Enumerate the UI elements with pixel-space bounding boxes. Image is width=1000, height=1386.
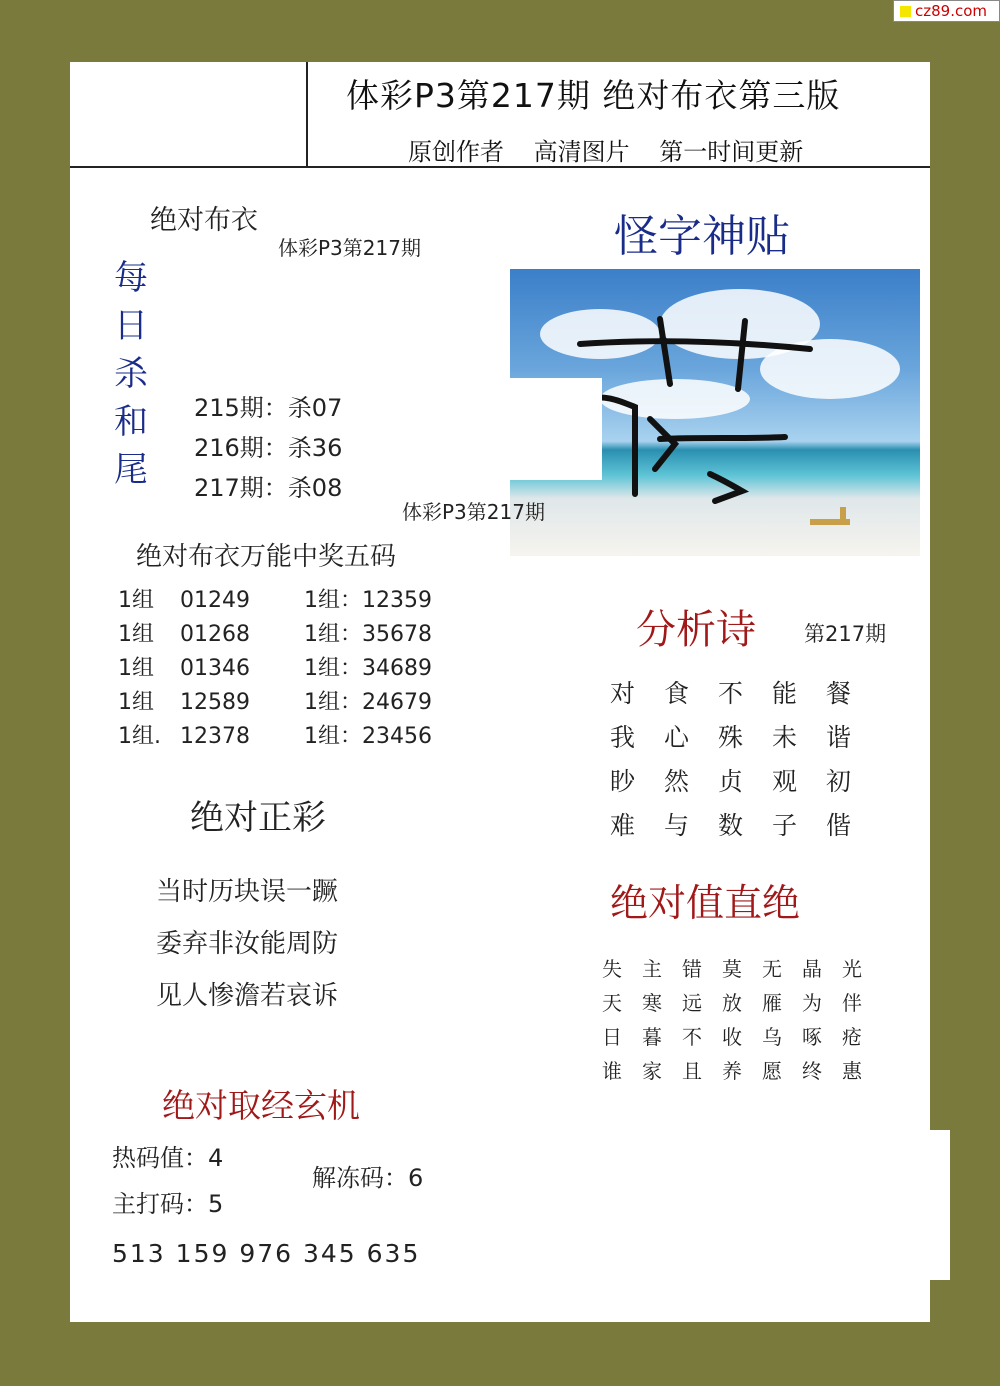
section-title-budyi: 绝对布衣: [150, 205, 258, 236]
grid-char: 乌: [762, 1024, 782, 1049]
badge-square-icon: [900, 6, 911, 17]
poem-line: 当时历块误一蹶: [156, 877, 339, 907]
hot-code: 热码值：4: [112, 1144, 224, 1172]
kill-item: 217期：杀08: [194, 474, 343, 502]
group-label: 1组.: [118, 724, 161, 749]
poem-char: 殊: [718, 723, 744, 752]
table-row: [118, 720, 432, 754]
group-label: 1组: [118, 656, 154, 681]
table-row: [610, 802, 880, 846]
grid-char: 失: [602, 956, 622, 981]
photo-caption: 体彩P3第217期: [402, 500, 545, 524]
group-code-b: 1组：24679: [304, 690, 432, 715]
section-title-xuanji: 绝对取经玄机: [162, 1086, 360, 1125]
riddle-title: 怪字神贴: [614, 211, 790, 262]
table-row: [602, 950, 882, 984]
group-code: 01268: [180, 622, 250, 647]
grid-char: 光: [842, 956, 862, 981]
main-code: 主打码：5: [112, 1190, 224, 1218]
grid-char: 谁: [602, 1058, 622, 1083]
kill-item: 216期：杀36: [194, 434, 343, 462]
section-title-five-codes: 绝对布衣万能中奖五码: [136, 542, 397, 572]
table-row: [610, 758, 880, 802]
poem-char: 能: [772, 679, 798, 708]
page-subtitle: [408, 132, 825, 167]
poem-title: 分析诗: [636, 607, 756, 653]
group-code: 01346: [180, 656, 250, 681]
poem-line: 委弃非汝能周防: [156, 929, 339, 959]
analysis-poem-grid: [610, 670, 880, 846]
grid-char: 收: [722, 1024, 742, 1049]
poem-char: 初: [826, 767, 852, 796]
grid-char: 远: [682, 990, 702, 1015]
poem-char: 数: [718, 811, 744, 840]
photo-mask: [510, 378, 602, 480]
kill-item: 215期：杀07: [194, 394, 343, 422]
header-divider-vertical: [306, 62, 308, 168]
table-row: [602, 1052, 882, 1086]
table-row: [602, 984, 882, 1018]
five-code-table: [118, 584, 432, 754]
group-code-b: 1组：35678: [304, 622, 432, 647]
grid-char: 且: [682, 1058, 702, 1083]
section-subtitle-issue: 体彩P3第217期: [278, 236, 421, 260]
table-row: [118, 686, 432, 720]
group-label: 1组: [118, 690, 154, 715]
grid-char: 无: [762, 956, 782, 981]
poem-char: 未: [772, 723, 798, 752]
table-row: [610, 714, 880, 758]
site-badge[interactable]: [893, 0, 1000, 22]
group-label: 1组: [118, 622, 154, 647]
grid-char: 雁: [762, 990, 782, 1015]
poem-char: 偕: [826, 811, 852, 840]
section-title-zhijue: 绝对值直绝: [610, 881, 801, 925]
poem-char: 与: [664, 811, 690, 840]
grid-char: 惠: [842, 1058, 862, 1083]
grid-char: 莫: [722, 956, 742, 981]
group-code-b: 1组：12359: [304, 588, 432, 613]
grid-char: 天: [602, 990, 622, 1015]
grid-char: 暮: [642, 1024, 662, 1049]
recommended-numbers: 513 159 976 345 635: [112, 1239, 421, 1268]
grid-char: 为: [802, 990, 822, 1015]
grid-char: 伴: [842, 990, 862, 1015]
zhijue-grid: [602, 950, 882, 1086]
section-title-zhengcai: 绝对正彩: [190, 798, 326, 838]
grid-char: 家: [642, 1058, 662, 1083]
grid-char: 寒: [642, 990, 662, 1015]
grid-char: 错: [682, 956, 702, 981]
group-code: 12589: [180, 690, 250, 715]
poem-char: 谐: [826, 723, 852, 752]
vertical-title-daily-kill: 每日杀和尾: [114, 258, 148, 490]
grid-char: 养: [722, 1058, 742, 1083]
grid-char: 疮: [842, 1024, 862, 1049]
grid-char: 啄: [802, 1024, 822, 1049]
subtitle-author: 原创作者: [408, 138, 504, 166]
poem-char: 餐: [826, 679, 852, 708]
poem-char: 对: [610, 679, 636, 708]
subtitle-hd: 高清图片: [533, 138, 630, 166]
group-code-b: 1组：34689: [304, 656, 432, 681]
grid-char: 晶: [802, 956, 822, 981]
poem-char: 子: [772, 811, 798, 840]
kill-list: [194, 388, 342, 508]
page-title: 体彩P3第217期 绝对布衣第三版: [346, 76, 841, 115]
grid-char: 终: [802, 1058, 822, 1083]
edge-patch: [930, 1130, 950, 1280]
poem-char: 不: [718, 679, 744, 708]
table-row: [602, 1018, 882, 1052]
group-code: 01249: [180, 588, 250, 613]
poem-char: 心: [664, 723, 690, 752]
table-row: [118, 652, 432, 686]
poem-line: 见人惨澹若哀诉: [156, 981, 339, 1011]
poem-char: 食: [664, 679, 690, 708]
poem-issue: 第217期: [804, 622, 887, 646]
poster-page: [70, 62, 930, 1322]
grid-char: 不: [682, 1024, 702, 1049]
grid-char: 主: [642, 956, 662, 981]
unfreeze-code: 解冻码：6: [312, 1164, 424, 1192]
poem-char: 我: [610, 723, 636, 752]
table-row: [118, 584, 432, 618]
poem-char: 眇: [610, 767, 636, 796]
zhengcai-poem: [156, 866, 338, 1022]
badge-text: cz89.com: [915, 2, 988, 20]
subtitle-update: 第一时间更新: [659, 138, 804, 166]
grid-char: 放: [722, 990, 742, 1015]
poem-char: 难: [610, 811, 636, 840]
table-row: [118, 618, 432, 652]
group-label: 1组: [118, 588, 154, 613]
poem-char: 贞: [718, 767, 744, 796]
grid-char: 愿: [762, 1058, 782, 1083]
poem-char: 观: [772, 767, 798, 796]
grid-char: 日: [602, 1024, 622, 1049]
group-code-b: 1组：23456: [304, 724, 432, 749]
poem-char: 然: [664, 767, 690, 796]
group-code: 12378: [180, 724, 250, 749]
table-row: [610, 670, 880, 714]
